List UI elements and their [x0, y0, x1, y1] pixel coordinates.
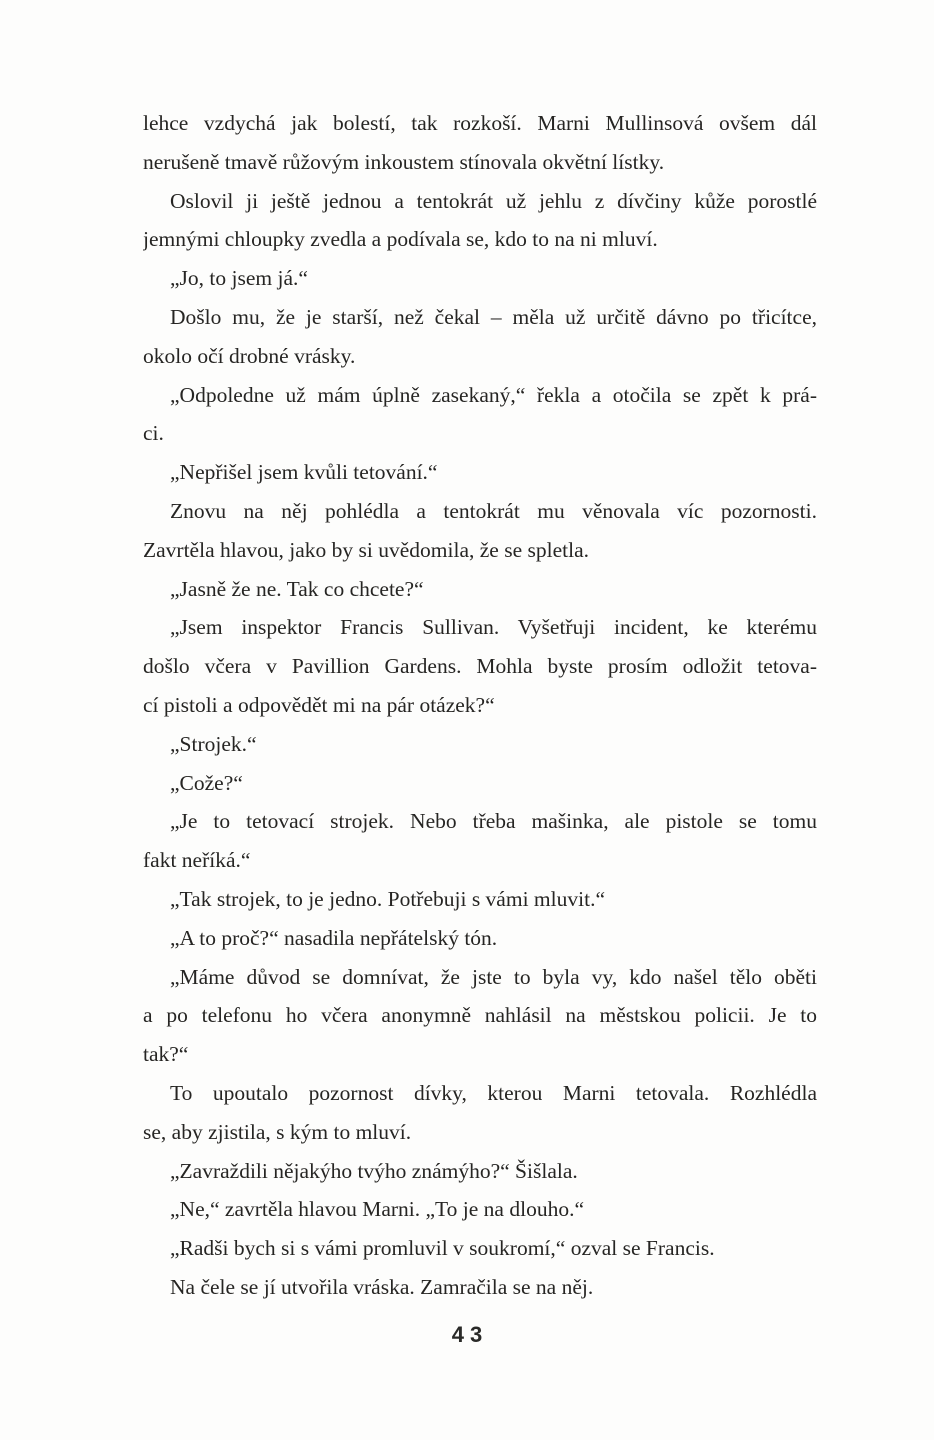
- page-number: 43: [451, 1322, 489, 1347]
- text-line: Oslovil ji ještě jednou a tentokrát už jehlu z dívčiny kůže porostlé: [170, 188, 817, 213]
- text-line: se, aby zjistila, s kým to mluví.: [143, 1119, 412, 1144]
- text-line: „Máme důvod se domnívat, že jste to byla vy, kdo našel tělo oběti: [170, 964, 817, 989]
- text-line: Znovu na něj pohlédla a tentokrát mu věnovala víc pozornosti.: [170, 498, 817, 523]
- text-line: jemnými chloupky zvedla a podívala se, kdo to na ni mluví.: [143, 227, 658, 252]
- text-line: „Tak strojek, to je jedno. Potřebuji s vámi mluvit.“: [170, 886, 605, 911]
- text-line: „Zavraždili nějakýho tvýho známýho?“ Šišlala.: [170, 1158, 578, 1183]
- text-line: Na čele se jí utvořila vráska. Zamračila se na něj.: [170, 1274, 594, 1299]
- text-line: ci.: [143, 421, 164, 446]
- text-line: „Je to tetovací strojek. Nebo třeba mašinka, ale pistole se tomu: [170, 809, 817, 834]
- text-line: „Strojek.“: [170, 731, 257, 756]
- text-block: [143, 104, 817, 1307]
- text-line: fakt neříká.“: [143, 848, 251, 873]
- text-line: okolo očí drobné vrásky.: [143, 343, 356, 368]
- text-line: „A to proč?“ nasadila nepřátelský tón.: [170, 925, 498, 950]
- text-line: a po telefonu ho včera anonymně nahlásil na městskou policii. Je to: [143, 1003, 817, 1028]
- text-line: cí pistoli a odpovědět mi na pár otázek?“: [143, 692, 495, 717]
- text-line: „Ne,“ zavrtěla hlavou Marni. „To je na dlouho.“: [170, 1197, 584, 1222]
- text-line: Zavrtěla hlavou, jako by si uvědomila, že se spletla.: [143, 537, 589, 562]
- text-line: „Jsem inspektor Francis Sullivan. Vyšetřuji incident, ke kterému: [170, 615, 817, 640]
- text-line: „Radši bych si s vámi promluvil v soukromí,“ ozval se Francis.: [170, 1236, 715, 1261]
- text-line: „Jasně že ne. Tak co chcete?“: [170, 576, 424, 601]
- text-line: „Odpoledne už mám úplně zasekaný,“ řekla a otočila se zpět k prá-: [170, 382, 817, 407]
- text-line: „Cože?“: [170, 770, 243, 795]
- text-line: nerušeně tmavě růžovým inkoustem stínovala okvětní lístky.: [143, 149, 665, 174]
- text-line: To upoutalo pozornost dívky, kterou Marni tetovala. Rozhlédla: [170, 1080, 817, 1105]
- text-line: „Nepřišel jsem kvůli tetování.“: [170, 460, 438, 485]
- text-line: lehce vzdychá jak bolestí, tak rozkoší. Marni Mullinsová ovšem dál: [143, 111, 817, 135]
- text-line: tak?“: [143, 1042, 189, 1067]
- text-line: Došlo mu, že je starší, než čekal – měla už určitě dávno po třicítce,: [170, 304, 817, 329]
- text-line: „Jo, to jsem já.“: [170, 266, 308, 291]
- text-line: došlo včera v Pavillion Gardens. Mohla byste prosím odložit tetova-: [143, 654, 817, 679]
